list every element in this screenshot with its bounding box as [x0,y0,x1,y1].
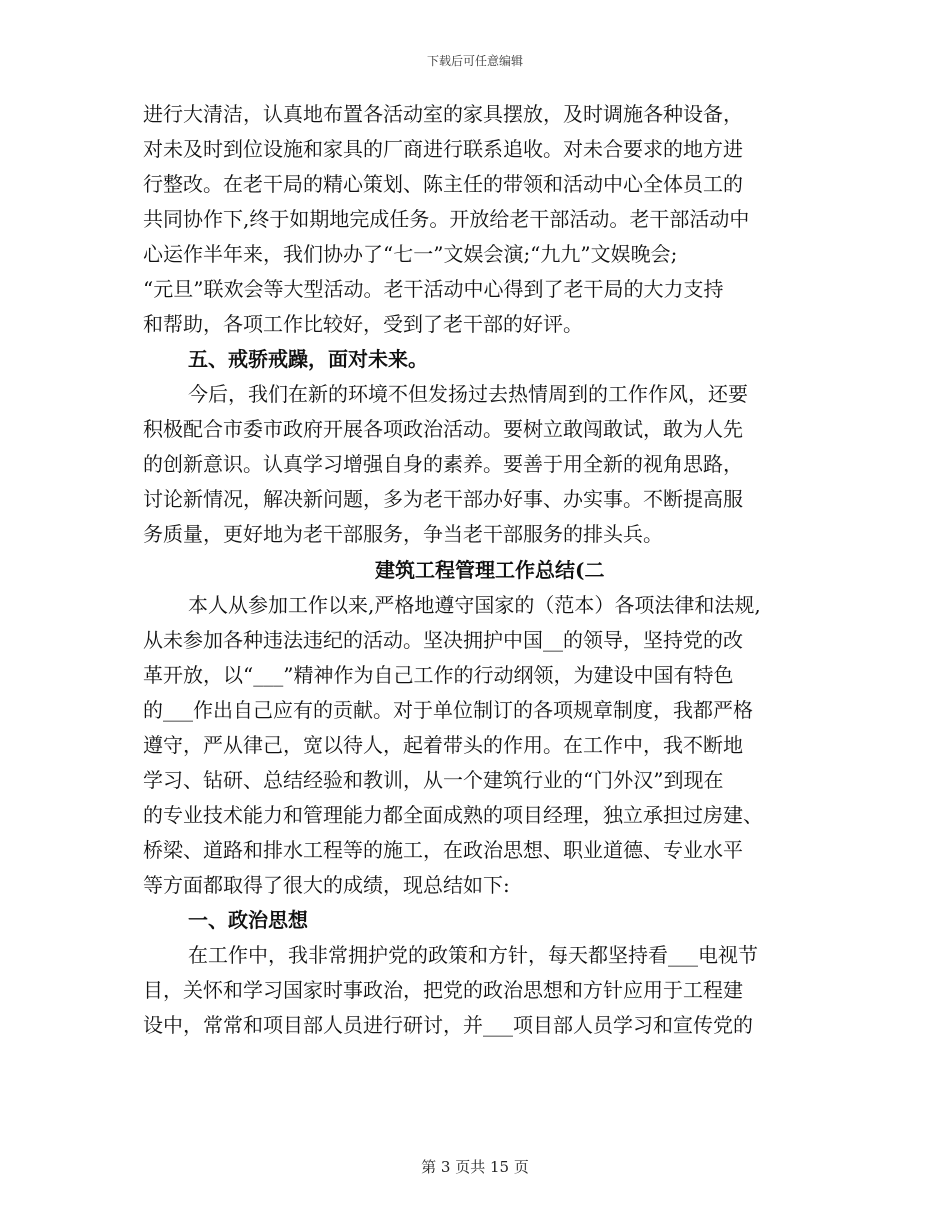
body-line: 从未参加各种违法违纪的活动。坚决拥护中国__的领导，坚持党的改 [143,628,743,652]
body-line: 设中，常常和项目部人员进行研讨，并___项目部人员学习和宣传党的 [143,1013,753,1037]
body-line: 目，关怀和学习国家时事政治，把党的政治思想和方针应用于工程建 [143,978,743,1002]
body-line: 今后，我们在新的环境不但发扬过去热情周到的工作作风，还要 [188,382,748,406]
body-line: 本人从参加工作以来,严格地遵守国家的（范本）各项法律和法规, [188,593,761,617]
document-title: 建筑工程管理工作总结(二 [375,558,605,582]
page-header: 下载后可任意编辑 [426,54,523,68]
body-line: “元旦”联欢会等大型活动。老干活动中心得到了老干局的大力支持 [143,277,724,301]
body-line: 桥梁、道路和排水工程等的施工，在政治思想、职业道德、专业水平 [143,838,743,862]
page-footer: 第 3 页共 15 页 [421,1158,529,1176]
body-line: 的创新意识。认真学习增强自身的素养。要善于用全新的视角思路， [143,452,743,476]
body-line: 讨论新情况，解决新问题，多为老干部办好事、办实事。不断提高服 [143,487,743,511]
body-line: 行整改。在老干局的精心策划、陈主任的带领和活动中心全体员工的 [143,172,743,196]
body-line: 共同协作下,终于如期地完成任务。开放给老干部活动。老干部活动中 [143,207,750,231]
body-line: 学习、钻研、总结经验和教训，从一个建筑行业的“门外汉”到现在 [143,768,724,792]
body-line: 务质量，更好地为老干部服务，争当老干部服务的排头兵。 [143,522,663,546]
body-line: 的___作出自己应有的贡献。对于单位制订的各项规章制度，我都严格 [143,698,753,722]
section-heading: 一、政治思想 [188,908,308,932]
body-line: 对未及时到位设施和家具的厂商进行联系追收。对未合要求的地方进 [143,137,743,161]
section-heading: 五、戒骄戒躁，面对未来。 [188,347,428,371]
body-line: 遵守，严从律己，宽以待人，起着带头的作用。在工作中，我不断地 [143,733,743,757]
body-line: 和帮助，各项工作比较好，受到了老干部的好评。 [143,312,583,336]
body-line: 革开放，以“___”精神作为自己工作的行动纲领，为建设中国有特色 [143,663,734,687]
body-line: 心运作半年来，我们协办了“七一”文娱会演;“九九”文娱晚会; [143,242,678,266]
body-line: 在工作中，我非常拥护党的政策和方针，每天都坚持看___电视节 [188,943,758,967]
body-line: 的专业技术能力和管理能力都全面成熟的项目经理，独立承担过房建、 [143,803,763,827]
body-line: 积极配合市委市政府开展各项政治活动。要树立敢闯敢试，敢为人先 [143,417,743,441]
body-line: 进行大清洁，认真地布置各活动室的家具摆放，及时调施各种设备， [143,102,743,126]
body-line: 等方面都取得了很大的成绩，现总结如下: [143,873,510,897]
